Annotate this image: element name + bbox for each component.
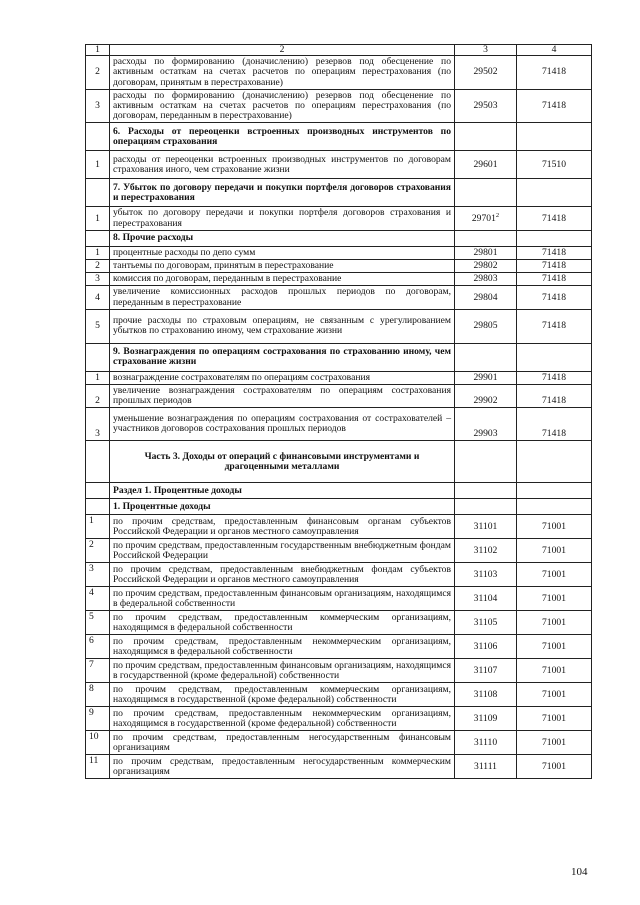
row-description: по прочим средствам, предоставленным финансовым органам субъектов Российской Федерации и органов местного самоуправления	[110, 515, 455, 539]
account-number: 71418	[517, 273, 592, 286]
symbol-code-value: 29802	[473, 260, 498, 272]
account-number: 71001	[517, 731, 592, 755]
account-number: 71001	[517, 611, 592, 635]
symbol-code	[455, 683, 517, 707]
symbol-code	[455, 260, 517, 273]
account-number: 71001	[517, 539, 592, 563]
symbol-code-value: 31109	[473, 712, 498, 724]
row-description: уменьшение вознаграждения по операциям сострахования от сострахователей – участников договоров сострахования прошлых периодов	[110, 408, 455, 441]
account-number: 71418	[517, 408, 592, 441]
symbol-code	[455, 563, 517, 587]
symbol-code-value: 29902	[473, 395, 498, 407]
row-number: 4	[86, 286, 110, 309]
row-number: 1	[86, 246, 110, 259]
symbol-code	[455, 755, 517, 779]
account-number: 71001	[517, 635, 592, 659]
account-number: 71001	[517, 659, 592, 683]
symbol-code-value: 29503	[473, 100, 498, 112]
row-number: 5	[86, 611, 110, 635]
empty-cell	[517, 230, 592, 246]
account-number: 71001	[517, 563, 592, 587]
row-description: убыток по договору передачи и покупки портфеля договоров страхования и перестрахования	[110, 207, 455, 230]
part-heading-row	[86, 441, 592, 483]
row-number: 2	[86, 385, 110, 408]
row-description: по прочим средствам, предоставленным некоммерческим организациям, находящимся в государственной (кроме федеральной) собственности	[110, 707, 455, 731]
table-row	[86, 151, 592, 179]
account-number: 71418	[517, 371, 592, 384]
account-number: 71418	[517, 385, 592, 408]
table-row	[86, 286, 592, 309]
account-number: 71418	[517, 260, 592, 273]
row-description: расходы от переоценки встроенных производных инструментов по договорам страхования иного, чем страхование жизни	[110, 151, 455, 179]
table-row	[86, 56, 592, 90]
section-heading-row	[86, 483, 592, 499]
symbol-code-value: 31104	[473, 592, 498, 604]
account-number: 71418	[517, 246, 592, 259]
table-row	[86, 408, 592, 441]
table-row	[86, 515, 592, 539]
row-number: 1	[86, 207, 110, 230]
row-description: по прочим средствам, предоставленным внебюджетным фондам субъектов Российской Федерации и органов местного самоуправления	[110, 563, 455, 587]
table-row	[86, 659, 592, 683]
section-heading: 7. Убыток по договору передачи и покупки портфеля договоров страхования и перестрахования	[110, 179, 455, 207]
row-number: 2	[86, 56, 110, 90]
symbol-code	[455, 309, 517, 343]
header-col-2: 2	[110, 45, 455, 56]
symbol-code	[455, 408, 517, 441]
row-description: процентные расходы по депо сумм	[110, 246, 455, 259]
header-col-4: 4	[517, 45, 592, 56]
row-number: 8	[86, 683, 110, 707]
account-number: 71510	[517, 151, 592, 179]
symbol-code-value: 31101	[473, 520, 498, 532]
row-number: 1	[86, 371, 110, 384]
account-number: 71418	[517, 207, 592, 230]
section-heading: 9. Вознаграждения по операциям сострахования по страхованию иному, чем страхование жизни	[110, 343, 455, 371]
table-row	[86, 207, 592, 230]
empty-cell	[455, 441, 517, 483]
table-row	[86, 755, 592, 779]
symbol-code	[455, 371, 517, 384]
empty-cell	[86, 179, 110, 207]
empty-cell	[517, 441, 592, 483]
row-number: 6	[86, 635, 110, 659]
section-heading-row	[86, 230, 592, 246]
table-row	[86, 635, 592, 659]
row-number: 10	[86, 731, 110, 755]
empty-cell	[86, 499, 110, 515]
row-description: вознаграждение сострахователям по операциям сострахования	[110, 371, 455, 384]
table-row	[86, 246, 592, 259]
symbol-code-value: 29803	[473, 273, 498, 285]
part-heading: Часть 3. Доходы от операций с финансовыми инструментами и драгоценными металлами	[110, 441, 455, 483]
empty-cell	[455, 499, 517, 515]
symbol-code-value: 31102	[473, 544, 498, 556]
symbol-code	[455, 151, 517, 179]
section-heading: 6. Расходы от переоценки встроенных производных инструментов по операциям страхования	[110, 123, 455, 151]
empty-cell	[86, 441, 110, 483]
empty-cell	[455, 179, 517, 207]
account-number: 71001	[517, 707, 592, 731]
account-number: 71001	[517, 587, 592, 611]
symbol-code-value: 31103	[473, 568, 498, 580]
row-description: по прочим средствам, предоставленным государственным внебюджетным фондам Российской Федерации	[110, 539, 455, 563]
table-row	[86, 587, 592, 611]
empty-cell	[517, 483, 592, 499]
symbol-code	[455, 539, 517, 563]
table-row	[86, 683, 592, 707]
symbol-code	[455, 56, 517, 90]
table-row	[86, 371, 592, 384]
empty-cell	[455, 123, 517, 151]
header-row	[86, 45, 592, 56]
row-number: 11	[86, 755, 110, 779]
symbol-code	[455, 89, 517, 123]
row-description: тантьемы по договорам, принятым в перестрахование	[110, 260, 455, 273]
row-number: 3	[86, 89, 110, 123]
row-number: 3	[86, 563, 110, 587]
empty-cell	[455, 230, 517, 246]
symbol-code-value: 31111	[474, 760, 497, 772]
empty-cell	[517, 343, 592, 371]
empty-cell	[517, 123, 592, 151]
symbol-code	[455, 587, 517, 611]
row-description: комиссия по договорам, переданным в перестрахование	[110, 273, 455, 286]
symbol-code-value: 31107	[473, 664, 498, 676]
empty-cell	[86, 230, 110, 246]
table-row	[86, 563, 592, 587]
row-description: по прочим средствам, предоставленным коммерческим организациям, находящимся в федеральной собственности	[110, 611, 455, 635]
row-description: по прочим средствам, предоставленным некоммерческим организациям, находящимся в федеральной собственности	[110, 635, 455, 659]
symbol-code-value: 29801	[473, 246, 498, 258]
table-row	[86, 539, 592, 563]
symbol-code	[455, 246, 517, 259]
account-number: 71418	[517, 89, 592, 123]
row-description: по прочим средствам, предоставленным негосударственным коммерческим организациям	[110, 755, 455, 779]
symbol-code-value: 31106	[473, 640, 498, 652]
symbol-code-value: 29502	[473, 66, 498, 78]
account-number: 71418	[517, 309, 592, 343]
symbol-code	[455, 286, 517, 309]
section-heading-row	[86, 123, 592, 151]
account-number: 71001	[517, 515, 592, 539]
table-row	[86, 309, 592, 343]
table-body	[86, 45, 592, 779]
row-description: увеличение вознаграждения сострахователям по операциям сострахования прошлых периодов	[110, 385, 455, 408]
account-number: 71001	[517, 683, 592, 707]
row-number: 7	[86, 659, 110, 683]
symbol-code-value: 29601	[473, 158, 498, 170]
section-heading-row	[86, 343, 592, 371]
table-row	[86, 385, 592, 408]
footnote-marker: 2	[495, 211, 500, 219]
row-description: по прочим средствам, предоставленным негосударственным финансовым организациям	[110, 731, 455, 755]
row-description: расходы по формированию (доначислению) резервов под обесценение по активным остаткам на счетах расчетов по операциям перестрахования (по договорам, принятым в перестрахование)	[110, 56, 455, 90]
header-col-1: 1	[86, 45, 110, 56]
symbol-code	[455, 707, 517, 731]
section-heading: 1. Процентные доходы	[110, 499, 455, 515]
symbol-code-value: 29901	[473, 371, 498, 383]
empty-cell	[455, 343, 517, 371]
table-row	[86, 731, 592, 755]
row-number: 3	[86, 273, 110, 286]
row-description: прочие расходы по страховым операциям, не связанным с урегулированием убытков по страхованию иному, чем страхование жизни	[110, 309, 455, 343]
row-number: 3	[86, 408, 110, 441]
symbol-code	[455, 611, 517, 635]
empty-cell	[86, 123, 110, 151]
empty-cell	[455, 483, 517, 499]
row-number: 9	[86, 707, 110, 731]
row-number: 1	[86, 515, 110, 539]
section-heading: 8. Прочие расходы	[110, 230, 455, 246]
row-number: 2	[86, 260, 110, 273]
symbol-code-value: 31110	[473, 736, 498, 748]
symbol-code-value: 29903	[473, 428, 498, 440]
table-row	[86, 707, 592, 731]
table-row	[86, 260, 592, 273]
accounts-table	[85, 44, 592, 779]
symbol-code	[455, 273, 517, 286]
header-col-3: 3	[455, 45, 517, 56]
table-row	[86, 611, 592, 635]
table-row	[86, 273, 592, 286]
row-description: расходы по формированию (доначислению) резервов под обесценение по активным остаткам на счетах расчетов по операциям перестрахования (по договорам, переданным в перестрахование)	[110, 89, 455, 123]
account-number: 71418	[517, 56, 592, 90]
empty-cell	[517, 499, 592, 515]
section-heading: Раздел 1. Процентные доходы	[110, 483, 455, 499]
account-number: 71418	[517, 286, 592, 309]
symbol-code-value: 29804	[473, 291, 498, 303]
row-description: по прочим средствам, предоставленным финансовым организациям, находящимся в федеральной собственности	[110, 587, 455, 611]
row-description: по прочим средствам, предоставленным финансовым организациям, находящимся в государственной (кроме федеральной) собственности	[110, 659, 455, 683]
row-description: по прочим средствам, предоставленным коммерческим организациям, находящимся в государственной (кроме федеральной) собственности	[110, 683, 455, 707]
symbol-code	[455, 659, 517, 683]
row-description: увеличение комиссионных расходов прошлых периодов по договорам, переданным в перестрахование	[110, 286, 455, 309]
table-row	[86, 89, 592, 123]
symbol-code-value: 31108	[473, 688, 498, 700]
symbol-code-value: 31105	[473, 616, 498, 628]
row-number: 5	[86, 309, 110, 343]
symbol-code-value: 29701	[471, 212, 496, 224]
account-number: 71001	[517, 755, 592, 779]
empty-cell	[86, 343, 110, 371]
symbol-code	[455, 207, 517, 230]
row-number: 1	[86, 151, 110, 179]
symbol-code	[455, 635, 517, 659]
symbol-code-value: 29805	[473, 320, 498, 332]
row-number: 4	[86, 587, 110, 611]
row-number: 2	[86, 539, 110, 563]
page-number: 104	[571, 866, 588, 878]
symbol-code	[455, 385, 517, 408]
empty-cell	[517, 179, 592, 207]
empty-cell	[86, 483, 110, 499]
symbol-code	[455, 515, 517, 539]
section-heading-row	[86, 179, 592, 207]
symbol-code	[455, 731, 517, 755]
section-heading-row	[86, 499, 592, 515]
